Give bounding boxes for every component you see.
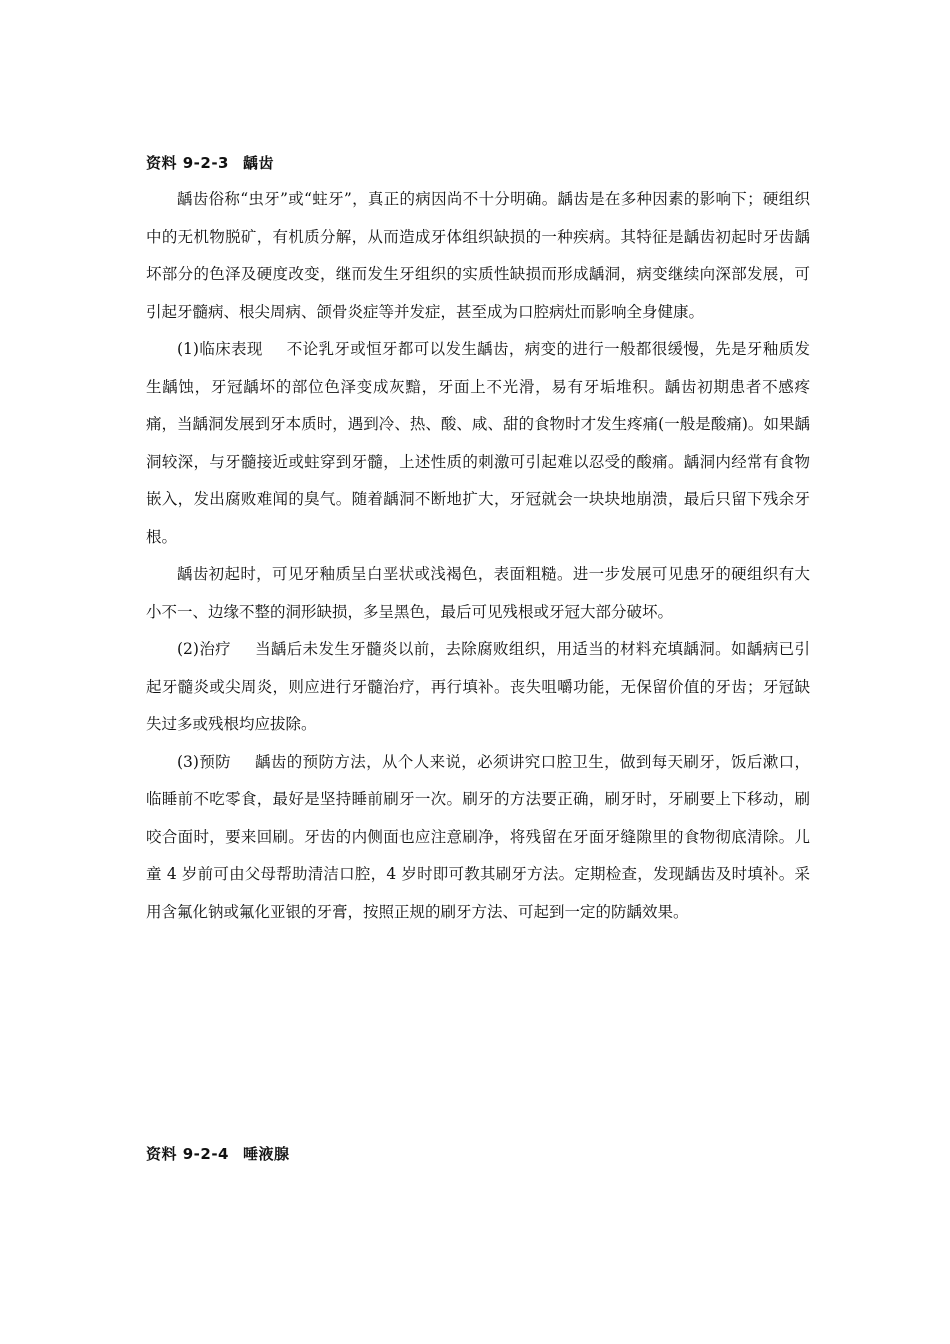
paragraph-clinical — [146, 331, 810, 556]
paragraph-text: 龋齿初起时，可见牙釉质呈白垩状或浅褐色，表面粗糙。进一步发展可见患牙的硬组织有大小不一、边缘不整的洞形缺损，多呈黑色，最后可见残根或牙冠大部分破坏。 — [146, 565, 810, 621]
section-title: 唾液腺 — [243, 1145, 290, 1163]
paragraph-intro — [146, 181, 810, 331]
paragraph-label: (2)治疗 — [177, 640, 232, 658]
paragraph-early-signs — [146, 556, 810, 631]
section-title: 龋齿 — [243, 154, 275, 172]
paragraph-prevention — [146, 744, 810, 932]
section-heading-salivary-glands — [146, 1143, 290, 1164]
paragraph-text: 当龋后未发生牙髓炎以前，去除腐败组织，用适当的材料充填龋洞。如龋病已引起牙髓炎或尖周炎，则应进行牙髓治疗，再行填补。丧失咀嚼功能，无保留价值的牙齿；牙冠缺失过多或残根均应拔除。 — [146, 640, 810, 733]
paragraph-treatment — [146, 631, 810, 744]
paragraph-text: 龋齿的预防方法，从个人来说，必须讲究口腔卫生，做到每天刷牙，饭后漱口，临睡前不吃零食，最好是坚持睡前刷牙一次。刷牙的方法要正确，刷牙时，牙刷要上下移动，刷咬合面时，要来回刷。牙齿的内侧面也应注意刷净，将残留在牙面牙缝隙里的食物彻底清除。儿童 4 岁前可由父母帮助清洁口腔，4 岁时即可教其刷牙方法。定期检查，发现龋齿及时填补。采用含氟化钠或氟化亚银的牙膏，按照正规的刷牙方法、可起到一定的防龋效果。 — [146, 752, 810, 921]
section-code: 资料 9-2-4 — [146, 1145, 229, 1163]
section-heading-caries — [146, 152, 274, 173]
section-code: 资料 9-2-3 — [146, 154, 229, 172]
paragraph-label: (3)预防 — [177, 752, 232, 771]
paragraph-label: (1)临床表现 — [177, 340, 263, 358]
section-body — [146, 181, 810, 931]
paragraph-text: 不论乳牙或恒牙都可以发生龋齿，病变的进行一般都很缓慢，先是牙釉质发生龋蚀，牙冠龋坏的部位色泽变成灰黯，牙面上不光滑，易有牙垢堆积。龋齿初期患者不感疼痛，当龋洞发展到牙本质时，遇到冷、热、酸、咸、甜的食物时才发生疼痛(一般是酸痛)。如果龋洞较深，与牙髓接近或蛀穿到牙髓，上述性质的刺激可引起难以忍受的酸痛。龋洞内经常有食物嵌入，发出腐败难闻的臭气。随着龋洞不断地扩大，牙冠就会一块块地崩溃，最后只留下残余牙根。 — [146, 340, 810, 546]
paragraph-text: 龋齿俗称“虫牙”或“蛀牙”，真正的病因尚不十分明确。龋齿是在多种因素的影响下；硬组织中的无机物脱矿，有机质分解，从而造成牙体组织缺损的一种疾病。其特征是龋齿初起时牙齿龋坏部分的色泽及硬度改变，继而发生牙组织的实质性缺损而形成龋洞，病变继续向深部发展，可引起牙髓病、根尖周病、颌骨炎症等并发症，甚至成为口腔病灶而影响全身健康。 — [146, 190, 810, 321]
